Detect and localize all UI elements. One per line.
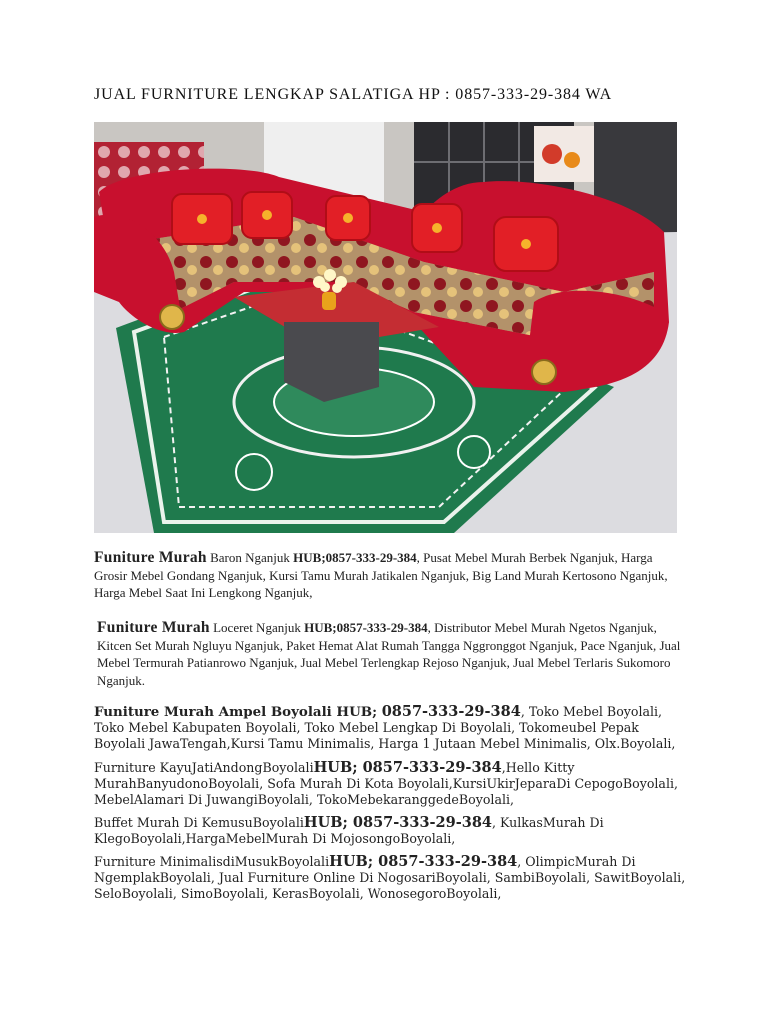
sofa-illustration (94, 122, 677, 533)
paragraph-text: , Pusat Mebel Murah Berbek Nganjuk, Harga Grosir Mebel Gondang Nganjuk, Kursi Tamu Murah Jatikalen Nganjuk, Big Land Murah Kertosono Nganjuk, Harga Mebel Saat Ini Lengkong Nganjuk, (94, 550, 668, 600)
paragraph-text: Loceret Nganjuk (209, 620, 305, 635)
phone-number: HUB;0857-333-29-384 (293, 550, 417, 565)
document-title: JUAL FURNITURE LENGKAP SALATIGA HP : 0857-333-29-384 WA (94, 86, 613, 103)
paragraph-text: Baron Nganjuk (206, 550, 294, 565)
paragraph-musuk-boyolali (94, 854, 686, 902)
paragraph-kemusu-boyolali (94, 815, 686, 847)
paragraph-baron-nganjuk (94, 549, 686, 602)
paragraph-text: Furniture KayuJatiAndongBoyolali (94, 760, 314, 775)
phone-number: HUB; 0857-333-29-384 (313, 759, 502, 776)
phone-number: 0857-333-29-384 (381, 703, 521, 720)
phone-number: HUB;0857-333-29-384 (304, 620, 428, 635)
paragraph-text: , Distributor Mebel Murah Ngetos Nganjuk, Kitcen Set Murah Ngluyu Nganjuk, Paket Hemat Alat Rumah Tangga Nggronggot Nganjuk, Pace Nganjuk, Jual Mebel Termurah Patianrowo Nganjuk, Jual Mebel Terlengkap Rejoso Nganjuk, Jual Mebel Terlaris Sukomoro Nganjuk. (97, 620, 681, 688)
phone-number: HUB; 0857-333-29-384 (329, 853, 518, 870)
paragraph-lead: Funiture Murah Ampel Boyolali HUB; (94, 704, 382, 720)
paragraph-lead: Funiture Murah (97, 619, 210, 636)
paragraph-text: , KulkasMurah Di KlegoBoyolali,HargaMebelMurah Di MojosongoBoyolali, (94, 815, 604, 846)
sofa-photo (94, 122, 677, 533)
paragraph-ampel-boyolali (94, 704, 686, 752)
paragraph-lead: Funiture Murah (94, 549, 207, 566)
paragraph-andong-boyolali (94, 760, 686, 808)
phone-number: HUB; 0857-333-29-384 (303, 814, 493, 831)
paragraph-loceret-nganjuk (97, 619, 689, 689)
paragraph-text: , OlimpicMurah Di NgemplakBoyolali, Jual Furniture Online Di NogosariBoyolali, SambiBoyolali, SawitBoyolali, SeloBoyolali, SimoBoyolali, KerasBoyolali, WonosegoroBoyolali, (94, 854, 686, 901)
paragraph-text: Furniture MinimalisdiMusukBoyolali (94, 854, 330, 869)
paragraph-text: ,Hello Kitty MurahBanyudonoBoyolali, Sofa Murah Di Kota Boyolali,KursiUkirJeparaDi CepogoBoyolali, MebelAlamari Di JuwangiBoyolali, TokoMebekaranggedeBoyolali, (94, 760, 679, 807)
paragraph-text: , Toko Mebel Boyolali, Toko Mebel Kabupaten Boyolali, Toko Mebel Lengkap Di Boyolali, Tokomeubel Pepak Boyolali JawaTengah,Kursi Tamu Minimalis, Harga 1 Jutaan Mebel Minimalis, Olx.Boyolali, (94, 704, 676, 751)
paragraph-text: Buffet Murah Di KemusuBoyolali (94, 815, 304, 830)
